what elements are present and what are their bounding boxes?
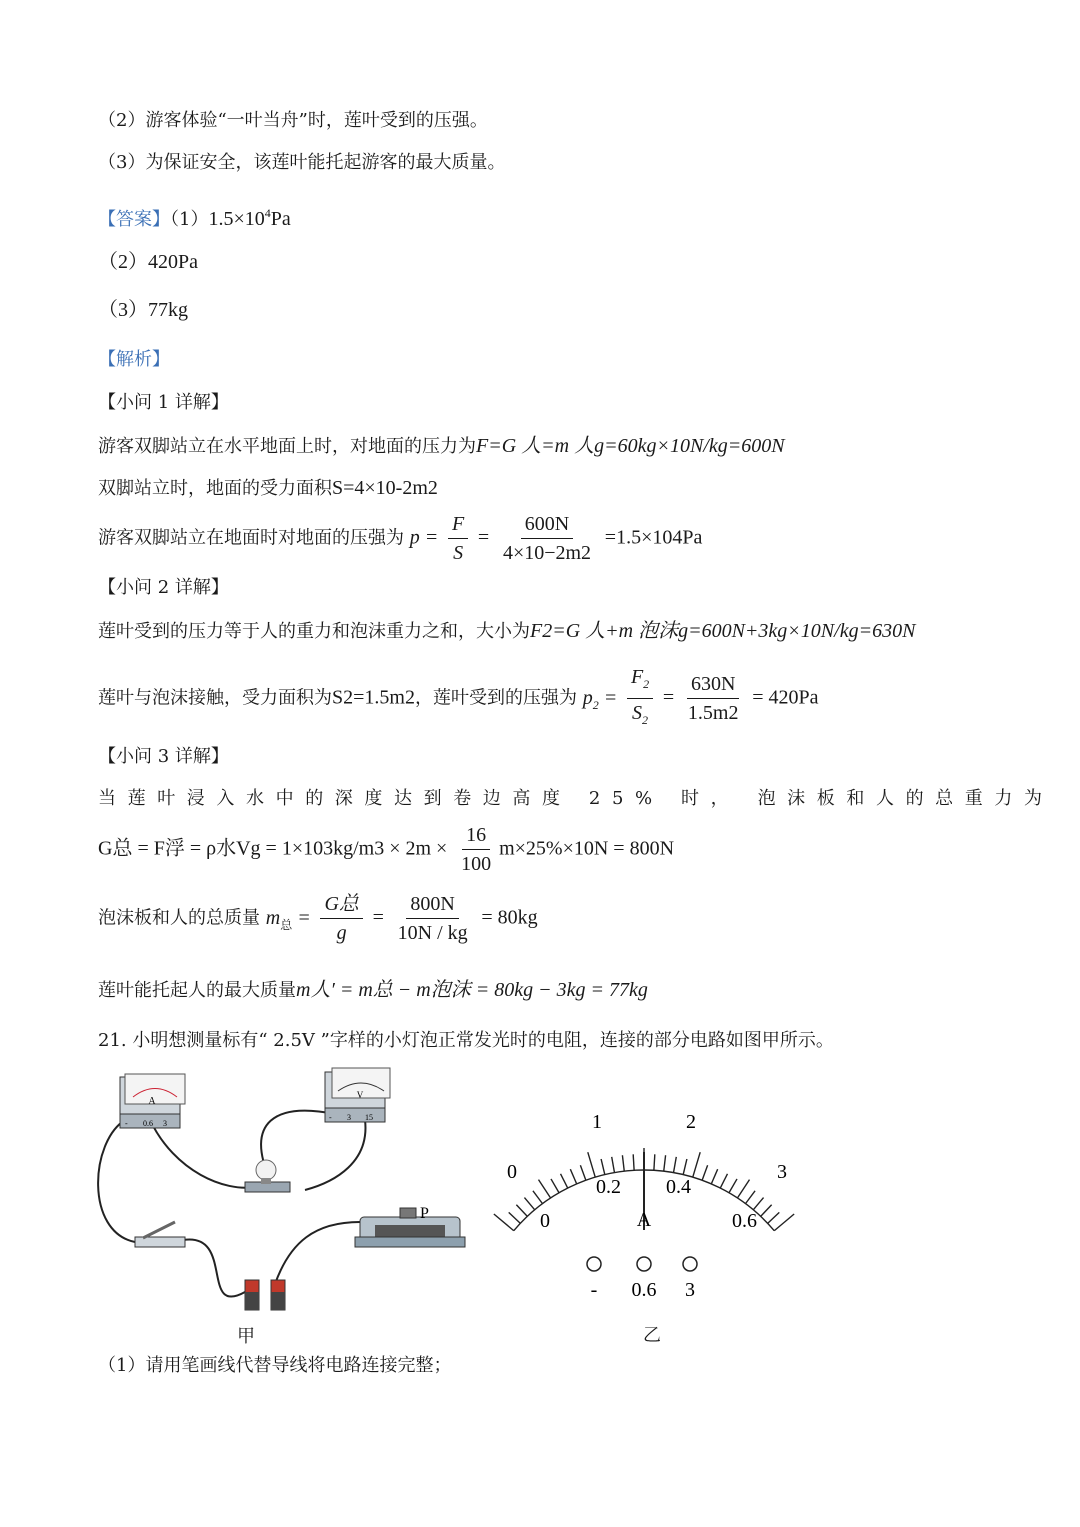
- dial-tick: [729, 1179, 737, 1193]
- dial-tick: [654, 1154, 655, 1170]
- dial-tick: [622, 1155, 624, 1171]
- part2-line1: 莲叶受到的压力等于人的重力和泡沫重力之和，大小为F2=G 人+m 泡沫g=600N+3kg×10N/kg=630N: [98, 620, 916, 642]
- dial-tick: [509, 1212, 521, 1223]
- svg-text:3: 3: [347, 1113, 351, 1122]
- dial-bottom-3: 0.6: [732, 1210, 757, 1232]
- terminal-minus: -: [590, 1279, 598, 1300]
- batteries: [245, 1280, 285, 1310]
- question-21-sub1: （1）请用笔画线代替导线将电路连接完整；: [98, 1355, 452, 1376]
- rheostat: [355, 1205, 465, 1247]
- svg-text:3: 3: [163, 1119, 167, 1128]
- dial-top-2: 2: [686, 1111, 696, 1133]
- dial-tick: [551, 1179, 559, 1193]
- terminal-0.6: 0.6: [631, 1279, 657, 1300]
- dial-top-1: 1: [592, 1111, 602, 1133]
- figure-label-yi: 乙: [643, 1325, 661, 1346]
- dial-tick: [588, 1152, 595, 1177]
- dial-tick: [702, 1165, 707, 1180]
- dial-tick: [580, 1165, 585, 1180]
- dial-tick: [753, 1198, 763, 1210]
- dial-tick: [494, 1214, 514, 1231]
- svg-text:-: -: [329, 1113, 332, 1122]
- part3-line2: G总 = F浮 = ρ水Vg = 1×103kg/m3 × 2m × $\frac{16}{100}$ m×25%×10N = 800N: [98, 824, 675, 875]
- part2-heading: 【小问 2 详解】: [98, 577, 229, 598]
- part3-line3: 泡沫板和人的总质量 $m_总$ = $\frac{\text{G总}}{g}$ = $\frac{800N}{10N / kg}$ = 80kg: [98, 893, 538, 944]
- question-21-stem: 21. 小明想测量标有“ 2.5V ”字样的小灯泡正常发光时的电阻，连接的部分电路如图甲所示。: [98, 1030, 834, 1051]
- formula: m人′ = m总 − m泡沫 = 80kg − 3kg = 77kg: [296, 979, 648, 1001]
- dial-bottom-0: 0: [540, 1210, 550, 1232]
- ammeter-dial: [490, 1100, 800, 1300]
- answer-3: （3）77kg: [98, 299, 188, 321]
- switch: [135, 1222, 185, 1247]
- dial-tick: [633, 1154, 634, 1170]
- formula: G总 = F浮 = ρ水Vg = 1×103kg/m3 × 2m ×: [98, 837, 448, 860]
- dial-tick: [693, 1152, 700, 1177]
- dial-tick: [538, 1180, 550, 1198]
- dial-tick: [561, 1174, 568, 1188]
- svg-text:15: 15: [365, 1113, 373, 1122]
- part3-line4: 莲叶能托起人的最大质量m人′ = m总 − m泡沫 = 80kg − 3kg = 77kg: [98, 979, 648, 1001]
- part3-line1: 当莲叶浸入水中的深度达到卷边高度 25% 时， 泡沫板和人的总重力为: [98, 788, 1054, 809]
- dial-tick: [524, 1198, 534, 1210]
- svg-text:V: V: [356, 1090, 364, 1100]
- part1-line3: 游客双脚站立在地面时对地面的压强为 p = $\frac{F}{S}$ = $\frac{600N}{4\times 10-2m2}$ =1.5×104Pa: [98, 513, 703, 564]
- bulb: [245, 1160, 290, 1192]
- question-2: （2）游客体验“一叶当舟”时，莲叶受到的压强。: [98, 110, 488, 131]
- dial-tick: [601, 1159, 605, 1175]
- dial-tick: [761, 1205, 772, 1217]
- dial-tick: [768, 1212, 780, 1223]
- rheostat-label: P: [420, 1205, 429, 1222]
- dial-bottom-2: 0.4: [666, 1176, 691, 1198]
- part1-line1: 游客双脚站立在水平地面上时，对地面的压力为F=G 人=m 人g=60kg×10N/kg=600N: [98, 435, 785, 457]
- dial-tick: [674, 1157, 677, 1173]
- dial-tick: [516, 1205, 527, 1217]
- dial-tick: [664, 1155, 666, 1171]
- dial-tick: [570, 1169, 576, 1184]
- formula: F2=G 人+m 泡沫g=600N+3kg×10N/kg=630N: [530, 620, 916, 642]
- part1-heading: 【小问 1 详解】: [98, 392, 229, 413]
- answer-2: （2）420Pa: [98, 251, 198, 273]
- dial-top-0: 0: [507, 1161, 517, 1183]
- svg-text:A: A: [148, 1096, 156, 1107]
- svg-text:-: -: [125, 1119, 128, 1128]
- dial-top-3: 3: [777, 1161, 787, 1183]
- answer-tag: 【答案】: [98, 209, 170, 230]
- part1-line2: 双脚站立时，地面的受力面积S=4×10-2m2: [98, 477, 438, 499]
- svg-text:0.6: 0.6: [143, 1119, 153, 1128]
- circuit-figure: [95, 1062, 475, 1322]
- ammeter: [120, 1074, 185, 1128]
- formula: S=4×10-2m2: [332, 477, 438, 499]
- part2-line2: 莲叶与泡沫接触，受力面积为S2=1.5m2，莲叶受到的压强为 $p_2$ = $\frac{F_2}{S_2}$ = $\frac{630N}{1.5m2}$ = 420Pa: [98, 666, 819, 727]
- dial-symbol: A: [636, 1209, 652, 1231]
- figure-label-jia: 甲: [237, 1326, 255, 1347]
- dial-bottom-1: 0.2: [596, 1176, 621, 1198]
- dial-tick: [774, 1214, 794, 1231]
- dial-tick: [683, 1159, 687, 1175]
- dial-tick: [711, 1169, 717, 1184]
- formula: F=G 人=m 人g=60kg×10N/kg=600N: [476, 435, 785, 457]
- answer-1: 【答案】$(1)1.5\times 10^4Pa$: [98, 206, 291, 230]
- terminal-3: 3: [685, 1279, 695, 1300]
- voltmeter: [325, 1068, 390, 1122]
- dial-tick: [737, 1180, 749, 1198]
- part3-heading: 【小问 3 详解】: [98, 746, 229, 767]
- analysis-tag: 【解析】: [98, 349, 170, 370]
- question-3: （3）为保证安全，该莲叶能托起游客的最大质量。: [98, 152, 506, 173]
- dial-tick: [720, 1174, 727, 1188]
- dial-tick: [746, 1191, 756, 1204]
- dial-tick: [533, 1191, 543, 1204]
- dial-tick: [612, 1157, 615, 1173]
